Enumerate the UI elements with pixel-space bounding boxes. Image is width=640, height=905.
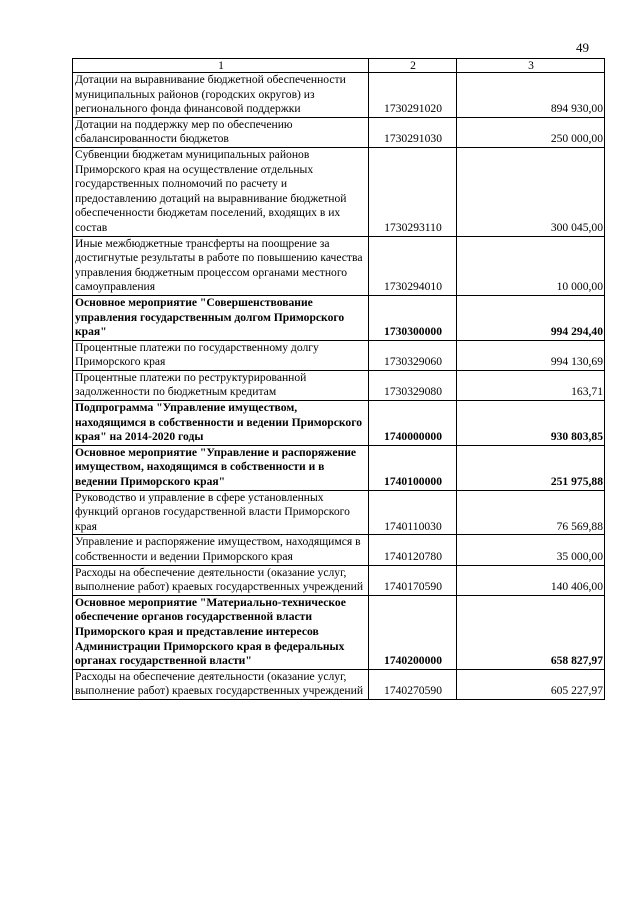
- row-amount-cell: 76 569,88: [457, 490, 605, 535]
- row-amount-cell: 10 000,00: [457, 236, 605, 295]
- row-amount-cell: 994 130,69: [457, 340, 605, 370]
- row-amount-cell: 35 000,00: [457, 535, 605, 565]
- row-code-cell: 1740110030: [369, 490, 457, 535]
- row-name-cell: Руководство и управление в сфере установленных функций органов государственной власти Приморского края: [73, 490, 369, 535]
- row-amount-cell: 251 975,88: [457, 445, 605, 490]
- row-code-cell: 1740170590: [369, 565, 457, 595]
- table-row: [73, 401, 605, 446]
- row-code-cell: 1740100000: [369, 445, 457, 490]
- column-header-2: 2: [369, 59, 457, 73]
- table-row: [73, 73, 605, 118]
- row-name-cell: Основное мероприятие "Управление и распоряжение имуществом, находящимся в собственности и в ведении Приморского края": [73, 445, 369, 490]
- row-name-cell: Субвенции бюджетам муниципальных районов Приморского края на осуществление отдельных государственных полномочий по расчету и предоставлению дотаций на выравнивание бюджетной обеспеченности бюджетам поселений, входящих в их состав: [73, 147, 369, 236]
- row-amount-cell: 894 930,00: [457, 73, 605, 118]
- row-name-cell: Дотации на поддержку мер по обеспечению сбалансированности бюджетов: [73, 117, 369, 147]
- row-name-cell: Процентные платежи по реструктурированной задолженности по бюджетным кредитам: [73, 370, 369, 400]
- row-code-cell: 1730294010: [369, 236, 457, 295]
- row-code-cell: 1730329060: [369, 340, 457, 370]
- row-name-cell: Иные межбюджетные трансферты на поощрение за достигнутые результаты в работе по повышению качества управления бюджетным процессом органами местного самоуправления: [73, 236, 369, 295]
- table-row: [73, 490, 605, 535]
- row-name-cell: Дотации на выравнивание бюджетной обеспеченности муниципальных районов (городских округов) из регионального фонда финансовой поддержки: [73, 73, 369, 118]
- row-amount-cell: 300 045,00: [457, 147, 605, 236]
- row-code-cell: 1740200000: [369, 595, 457, 669]
- column-header-3: 3: [457, 59, 605, 73]
- table-row: [73, 147, 605, 236]
- row-name-cell: Подпрограмма "Управление имуществом, находящимся в собственности и ведении Приморского края" на 2014-2020 годы: [73, 401, 369, 446]
- row-code-cell: 1730329080: [369, 370, 457, 400]
- row-code-cell: 1730293110: [369, 147, 457, 236]
- row-amount-cell: 658 827,97: [457, 595, 605, 669]
- row-amount-cell: 140 406,00: [457, 565, 605, 595]
- row-name-cell: Процентные платежи по государственному долгу Приморского края: [73, 340, 369, 370]
- table-row: [73, 236, 605, 295]
- budget-table: [72, 58, 605, 700]
- row-code-cell: 1730291020: [369, 73, 457, 118]
- row-code-cell: 1730300000: [369, 295, 457, 340]
- table-row: [73, 535, 605, 565]
- table-row: [73, 445, 605, 490]
- table-row: [73, 669, 605, 699]
- table-row: [73, 595, 605, 669]
- row-name-cell: Расходы на обеспечение деятельности (оказание услуг, выполнение работ) краевых государственных учреждений: [73, 565, 369, 595]
- row-amount-cell: 163,71: [457, 370, 605, 400]
- row-code-cell: 1730291030: [369, 117, 457, 147]
- row-code-cell: 1740000000: [369, 401, 457, 446]
- table-header-row: [73, 59, 605, 73]
- row-amount-cell: 994 294,40: [457, 295, 605, 340]
- page-number: 49: [576, 40, 589, 55]
- row-code-cell: 1740120780: [369, 535, 457, 565]
- row-name-cell: Основное мероприятие "Материально-техническое обеспечение органов государственной власти Приморского края и представление интересов Администрации Приморского края в федеральных органах государственной власти": [73, 595, 369, 669]
- row-name-cell: Основное мероприятие "Совершенствование управления государственным долгом Приморского края": [73, 295, 369, 340]
- table-row: [73, 340, 605, 370]
- table-row: [73, 295, 605, 340]
- row-amount-cell: 250 000,00: [457, 117, 605, 147]
- column-header-1: 1: [73, 59, 369, 73]
- table-row: [73, 370, 605, 400]
- table-row: [73, 117, 605, 147]
- row-amount-cell: 605 227,97: [457, 669, 605, 699]
- row-name-cell: Расходы на обеспечение деятельности (оказание услуг, выполнение работ) краевых государственных учреждений: [73, 669, 369, 699]
- row-name-cell: Управление и распоряжение имуществом, находящимся в собственности и ведении Приморского края: [73, 535, 369, 565]
- row-code-cell: 1740270590: [369, 669, 457, 699]
- row-amount-cell: 930 803,85: [457, 401, 605, 446]
- table-row: [73, 565, 605, 595]
